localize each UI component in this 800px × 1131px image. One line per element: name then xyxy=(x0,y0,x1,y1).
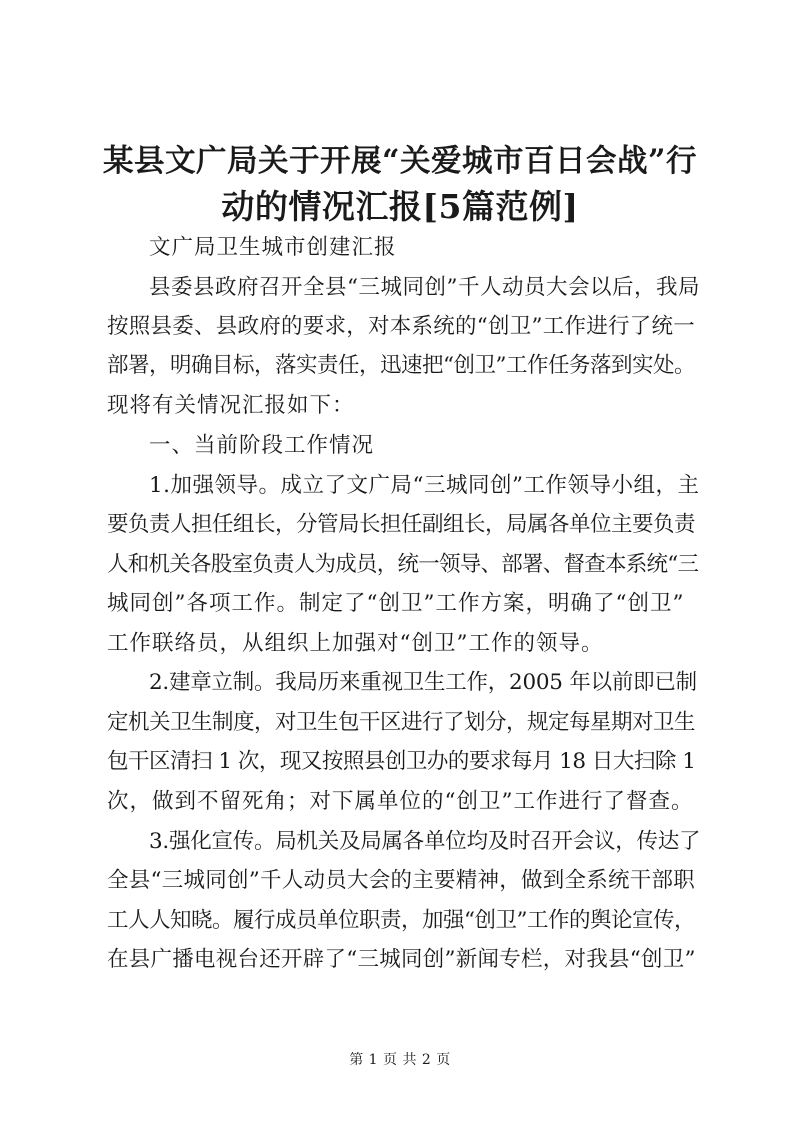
paragraph-line: 定机关卫生制度，对卫生包干区进行了划分，规定每星期对卫生 xyxy=(107,710,696,735)
paragraph-line: 工作联络员，从组织上加强对“创卫”工作的领导。 xyxy=(107,631,604,656)
title-line: 动的情况汇报[5篇范例] xyxy=(221,187,579,226)
title-line: 某县文广局关于开展“关爱城市百日会战”行 xyxy=(102,143,698,179)
document-title xyxy=(100,138,700,230)
paragraph-line: 1.加强领导。成立了文广局“三城同创”工作领导小组，主 xyxy=(149,473,700,498)
paragraph-line: 要负责人担任组长，分管局长担任副组长，局属各单位主要负责 xyxy=(107,512,696,537)
paragraph-line: 2.建章立制。我局历来重视卫生工作，2005 年以前即已制 xyxy=(149,670,697,695)
paragraph-line: 县委县政府召开全县“三城同创”千人动员大会以后，我局 xyxy=(149,275,700,300)
paragraph-line: 工人人知晓。履行成员单位职责，加强“创卫”工作的舆论宣传， xyxy=(107,908,695,933)
paragraph-line: 按照县委、县政府的要求，对本系统的“创卫”工作进行了统一 xyxy=(107,314,695,339)
page-footer: 第 1 页 共 2 页 xyxy=(349,1052,451,1068)
paragraph-line: 全县“三城同创”千人动员大会的主要精神，做到全系统干部职 xyxy=(107,868,695,893)
paragraph-line: 3.强化宣传。局机关及局属各单位均及时召开会议，传达了 xyxy=(149,829,701,854)
section-heading: 文广局卫生城市创建汇报 xyxy=(149,235,397,260)
paragraph-line: 部署，明确目标，落实责任，迅速把“创卫”工作任务落到实处。 xyxy=(107,353,695,378)
paragraph-line: 现将有关情况汇报如下： xyxy=(107,393,355,418)
paragraph-line: 人和机关各股室负责人为成员，统一领导、部署、督查本系统“三 xyxy=(107,552,699,577)
paragraph-line: 在县广播电视台还开辟了“三城同创”新闻专栏，对我县“创卫” xyxy=(107,947,696,972)
section-heading: 一、当前阶段工作情况 xyxy=(149,433,375,458)
paragraph-line: 城同创”各项工作。制定了“创卫”工作方案，明确了“创卫” xyxy=(107,591,685,616)
paragraph-line: 次，做到不留死角；对下属单位的“创卫”工作进行了督查。 xyxy=(107,789,694,814)
paragraph-line: 包干区清扫 1 次，现又按照县创卫办的要求每月 18 日大扫除 1 xyxy=(107,749,696,774)
